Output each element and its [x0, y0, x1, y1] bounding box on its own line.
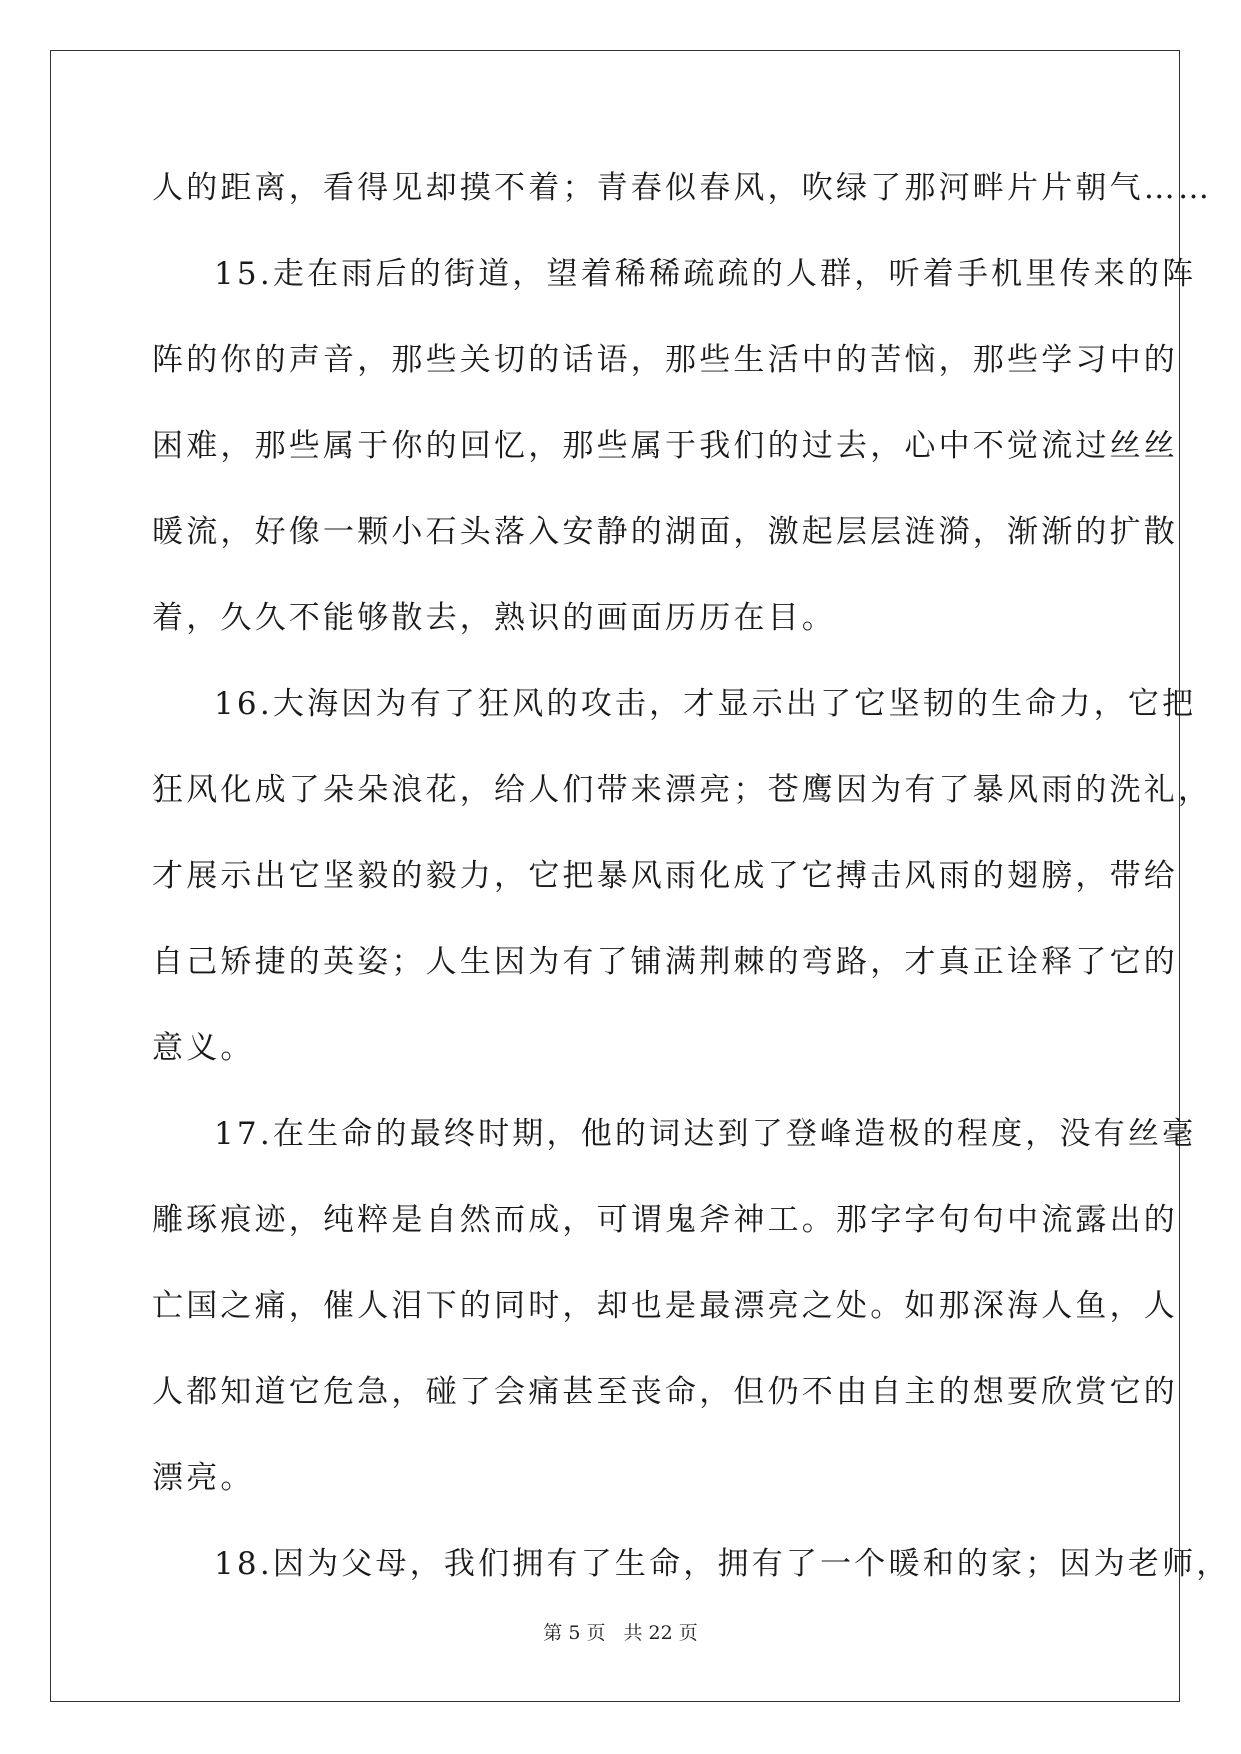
text-line: 意义。: [152, 1030, 255, 1066]
text-line: 人的距离，看得见却摸不着；青春似春风，吹绿了那河畔片片朝气……: [152, 170, 1213, 206]
text-line: 阵的你的声音，那些关切的话语，那些生活中的苦恼，那些学习中的: [152, 342, 1178, 378]
page-number: 第 5 页: [543, 1622, 606, 1644]
text-line: 15.走在雨后的街道，望着稀稀疏疏的人群，听着手机里传来的阵: [214, 256, 1197, 292]
text-line: 17.在生命的最终时期，他的词达到了登峰造极的程度，没有丝毫: [214, 1116, 1197, 1152]
text-line: 雕琢痕迹，纯粹是自然而成，可谓鬼斧神工。那字字句句中流露出的: [152, 1202, 1178, 1238]
page-footer: [0, 1618, 1241, 1645]
text-line: 18.因为父母，我们拥有了生命，拥有了一个暖和的家；因为老师，: [214, 1546, 1231, 1582]
text-line: 亡国之痛，催人泪下的同时，却也是最漂亮之处。如那深海人鱼，人: [152, 1288, 1178, 1324]
text-line: 才展示出它坚毅的毅力，它把暴风雨化成了它搏击风雨的翅膀，带给: [152, 858, 1178, 894]
text-line: 16.大海因为有了狂风的攻击，才显示出了它坚韧的生命力，它把: [214, 686, 1197, 722]
document-body: [152, 160, 1231, 1622]
text-line: 自己矫捷的英姿；人生因为有了铺满荆棘的弯路，才真正诠释了它的: [152, 944, 1178, 980]
text-line: 狂风化成了朵朵浪花，给人们带来漂亮；苍鹰因为有了暴风雨的洗礼，: [152, 772, 1213, 808]
text-line: 人都知道它危急，碰了会痛甚至丧命，但仍不由自主的想要欣赏它的: [152, 1374, 1178, 1410]
text-line: 着，久久不能够散去，熟识的画面历历在目。: [152, 600, 836, 636]
text-line: 暖流，好像一颗小石头落入安静的湖面，激起层层涟漪，渐渐的扩散: [152, 514, 1178, 550]
text-line: 漂亮。: [152, 1460, 255, 1496]
page-total: 共 22 页: [623, 1622, 698, 1644]
text-line: 困难，那些属于你的回忆，那些属于我们的过去，心中不觉流过丝丝: [152, 428, 1178, 464]
